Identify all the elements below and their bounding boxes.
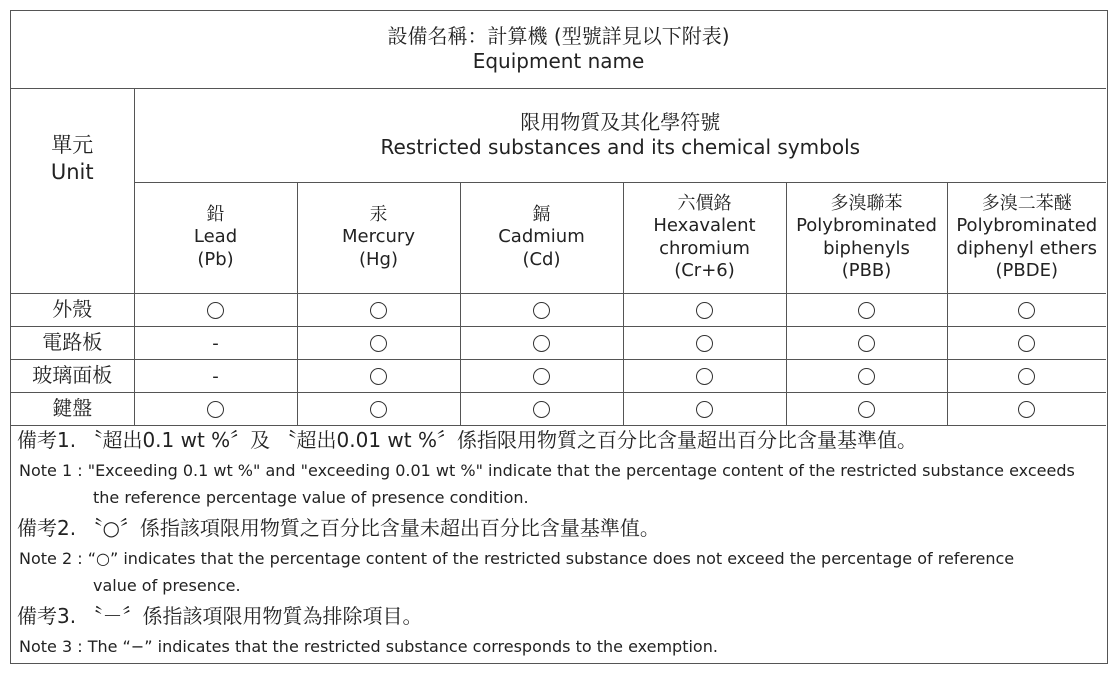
table-cell — [786, 359, 947, 392]
substance-cn: 鎘 — [532, 203, 551, 225]
circle-mark-icon — [207, 302, 224, 319]
circle-mark-icon — [1018, 335, 1035, 352]
table-row — [11, 392, 1106, 425]
restricted-substances-table — [11, 11, 1106, 426]
circle-mark-icon — [858, 335, 875, 352]
dash-mark: - — [212, 365, 219, 387]
table-cell — [623, 326, 786, 359]
table-cell — [134, 326, 297, 359]
substance-en: Lead — [193, 226, 238, 248]
table-cell — [297, 359, 460, 392]
table-cell — [297, 326, 460, 359]
unit-label-en: Unit — [50, 159, 94, 184]
circle-mark-icon — [370, 401, 387, 418]
unit-label-cn: 單元 — [51, 133, 94, 158]
substance-lead — [134, 182, 297, 293]
substance-symbol: (PBB) — [841, 260, 892, 281]
circle-mark-icon — [207, 401, 224, 418]
substance-cn: 多溴二苯醚 — [981, 192, 1072, 214]
note1-en-cont: the reference percentage value of presence condition. — [93, 488, 529, 507]
substance-en: biphenyls — [823, 237, 910, 259]
circle-mark-icon — [858, 368, 875, 385]
table-cell — [623, 359, 786, 392]
table-cell — [297, 392, 460, 425]
row-unit-label: 玻璃面板 — [11, 359, 134, 392]
table-body — [11, 293, 1106, 425]
substance-symbol: (PBDE) — [995, 260, 1059, 281]
circle-mark-icon — [858, 302, 875, 319]
substance-en: Hexavalent — [653, 215, 756, 236]
substance-symbol: (Hg) — [358, 248, 398, 270]
table-cell — [623, 293, 786, 326]
substance-cadmium — [460, 182, 623, 293]
substance-symbol: (Cd) — [522, 248, 561, 270]
substance-cn: 汞 — [369, 203, 388, 225]
substance-hexavalent-chromium — [623, 182, 786, 293]
table-cell — [947, 392, 1106, 425]
row-unit-label: 電路板 — [11, 326, 134, 359]
note3-cn: 備考3. 〝－〞係指該項限用物質為排除項目。 — [17, 604, 423, 628]
equipment-name-header — [11, 11, 1106, 88]
table-row — [11, 326, 1106, 359]
note2-en-cont: value of presence. — [93, 576, 241, 595]
table-row — [11, 293, 1106, 326]
substance-symbol: (Pb) — [197, 248, 234, 270]
substance-en: Mercury — [342, 226, 415, 248]
rohs-declaration-sheet — [10, 10, 1108, 664]
substance-pbde — [947, 182, 1106, 293]
substance-cn: 鉛 — [206, 203, 225, 225]
substance-pbb — [786, 182, 947, 293]
substance-en: diphenyl ethers — [956, 237, 1098, 259]
circle-mark-icon — [696, 401, 713, 418]
table-cell — [134, 293, 297, 326]
circle-mark-icon — [533, 335, 550, 352]
table-cell — [623, 392, 786, 425]
circle-mark-icon — [533, 368, 550, 385]
substance-symbol: (Cr+6) — [674, 260, 735, 281]
table-cell — [460, 326, 623, 359]
table-cell — [460, 392, 623, 425]
substance-cn: 多溴聯苯 — [830, 192, 903, 214]
circle-mark-icon — [370, 335, 387, 352]
table-cell — [947, 359, 1106, 392]
unit-header — [11, 88, 134, 293]
table-cell — [786, 392, 947, 425]
note1-cn: 備考1. 〝超出0.1 wt %〞及 〝超出0.01 wt %〞係指限用物質之百分比含量超出百分比含量基準值。 — [17, 428, 917, 452]
substance-en: chromium — [659, 237, 750, 259]
row-unit-label: 鍵盤 — [11, 392, 134, 425]
circle-mark-icon — [1018, 302, 1035, 319]
substance-en: Polybrominated — [796, 215, 937, 236]
table-row — [11, 359, 1106, 392]
row-unit-label: 外殼 — [11, 293, 134, 326]
table-cell — [947, 326, 1106, 359]
table-cell — [460, 293, 623, 326]
substance-en: Polybrominated — [956, 215, 1098, 236]
circle-mark-icon — [696, 335, 713, 352]
note3-en: Note 3 : The “−” indicates that the restricted substance corresponds to the exemption. — [19, 637, 718, 656]
circle-mark-icon — [696, 302, 713, 319]
circle-mark-icon — [370, 368, 387, 385]
table-cell — [460, 359, 623, 392]
note2-en: Note 2 : “○” indicates that the percentage content of the restricted substance does not exceed the percentage of reference — [19, 549, 1015, 568]
circle-mark-icon — [696, 368, 713, 385]
table-cell — [297, 293, 460, 326]
circle-mark-icon — [1018, 401, 1035, 418]
table-cell — [786, 326, 947, 359]
restricted-substances-en: Restricted substances and its chemical symbols — [380, 135, 861, 159]
note1-en: Note 1 : "Exceeding 0.1 wt %" and "exceeding 0.01 wt %" indicate that the percentage content of the restricted substance exceeds — [19, 461, 1075, 480]
note2-cn: 備考2. 〝○〞係指該項限用物質之百分比含量未超出百分比含量基準值。 — [17, 516, 660, 540]
substance-mercury — [297, 182, 460, 293]
restricted-substances-header — [134, 88, 1106, 182]
substance-cn: 六價鉻 — [677, 192, 732, 214]
table-cell — [947, 293, 1106, 326]
circle-mark-icon — [533, 401, 550, 418]
notes-section — [11, 423, 1106, 660]
circle-mark-icon — [370, 302, 387, 319]
substance-en: Cadmium — [498, 226, 585, 248]
table-cell — [786, 293, 947, 326]
equipment-name-cn: 設備名稱：計算機 (型號詳見以下附表) — [387, 24, 730, 49]
table-cell — [134, 359, 297, 392]
circle-mark-icon — [1018, 368, 1035, 385]
dash-mark: - — [212, 332, 219, 354]
circle-mark-icon — [533, 302, 550, 319]
table-cell — [134, 392, 297, 425]
equipment-name-en: Equipment name — [472, 49, 645, 74]
restricted-substances-cn: 限用物質及其化學符號 — [520, 110, 721, 134]
circle-mark-icon — [858, 401, 875, 418]
